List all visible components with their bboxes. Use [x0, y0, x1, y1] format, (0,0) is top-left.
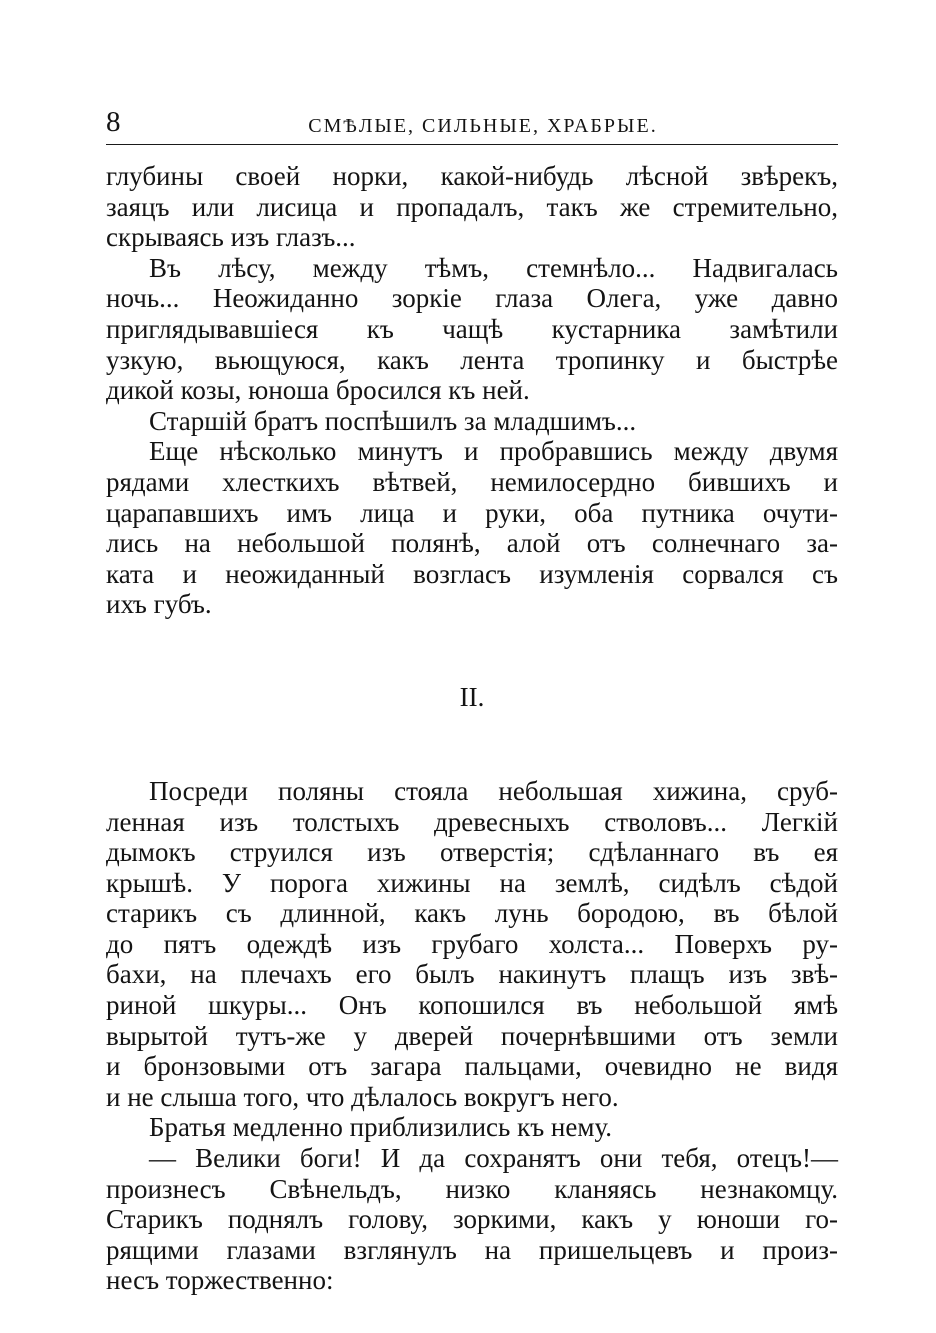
text-block-part-2: [106, 776, 838, 1296]
text-line: заяцъ или лисица и пропадалъ, такъ же стремительно,: [106, 191, 838, 222]
text-line: произнесъ Свѣнельдъ, низко кланяясь незнакомцу.: [106, 1173, 838, 1204]
text-line: Старшій братъ поспѣшилъ за младшимъ...: [149, 405, 637, 436]
text-line: царапавшихъ имъ лица и руки, оба путника очути-: [106, 497, 838, 528]
text-line: и бронзовыми отъ загара пальцами, очевидно не видя: [106, 1051, 838, 1082]
text-line: узкую, вьющуюся, какъ лента тропинку и быстрѣе: [106, 344, 838, 375]
text-line: ихъ губъ.: [106, 589, 212, 620]
text-line: рящими глазами взглянулъ на пришельцевъ и произ-: [106, 1234, 838, 1265]
running-head: [106, 104, 838, 145]
text-line: Братья медленно приблизились къ нему.: [149, 1112, 612, 1143]
text-line: бахи, на плечахъ его былъ накинутъ плащъ изъ звѣ-: [106, 959, 838, 990]
text-line: несъ торжественно:: [106, 1265, 334, 1296]
text-line: глубины своей норки, какой-нибудь лѣсной звѣрекъ,: [106, 161, 838, 191]
page-number: 8: [106, 106, 121, 138]
text-line: до пятъ одеждѣ изъ грубаго холста... Поверхъ ру-: [106, 928, 838, 959]
book-page: [106, 104, 838, 1296]
text-line: вырытой тутъ-же у дверей почернѣвшими отъ земли: [106, 1020, 838, 1051]
text-line: Посреди поляны стояла небольшая хижина, сруб-: [149, 775, 838, 806]
text-line: дымокъ струился изъ отверстія; сдѣланнаго въ ея: [106, 837, 838, 868]
text-line: Еще нѣсколько минутъ и пробравшись между двумя: [149, 436, 838, 467]
text-line: и не слыша того, что дѣлалось вокругъ него.: [106, 1081, 619, 1112]
text-line: — Велики боги! И да сохранятъ они тебя, отецъ!—: [149, 1143, 838, 1174]
text-block-part-1: [106, 161, 838, 620]
running-title: СМѢЛЫЕ, СИЛЬНЫЕ, ХРАБРЫЕ.: [308, 115, 658, 137]
text-line: старикъ съ длинной, какъ лунь бородою, въ бѣлой: [106, 898, 838, 929]
text-line: риной шкуры... Онъ копошился въ небольшой ямѣ: [106, 990, 838, 1021]
text-line: скрываясь изъ глазъ...: [106, 222, 356, 253]
text-line: ленная изъ толстыхъ древесныхъ стволовъ... Легкій: [106, 806, 838, 837]
text-line: Старикъ поднялъ голову, зоркими, какъ у юноши го-: [106, 1204, 838, 1235]
text-line: рядами хлесткихъ вѣтвей, немилосердно бившихъ и: [106, 466, 838, 497]
text-line: дикой козы, юноша бросился къ ней.: [106, 375, 530, 406]
text-line: ката и неожиданный возгласъ изумленія сорвался съ: [106, 558, 838, 589]
section-numeral: II.: [459, 681, 485, 712]
text-line: лись на небольшой полянѣ, алой отъ солнечнаго за-: [106, 528, 838, 559]
text-line: ночь... Неожиданно зоркіе глаза Олега, уже давно: [106, 283, 838, 314]
text-line: Въ лѣсу, между тѣмъ, стемнѣло... Надвигалась: [149, 252, 838, 283]
text-line: крышѣ. У порога хижины на землѣ, сидѣлъ сѣдой: [106, 867, 838, 898]
text-line: приглядывавшіеся къ чащѣ кустарника замѣтили: [106, 313, 838, 344]
